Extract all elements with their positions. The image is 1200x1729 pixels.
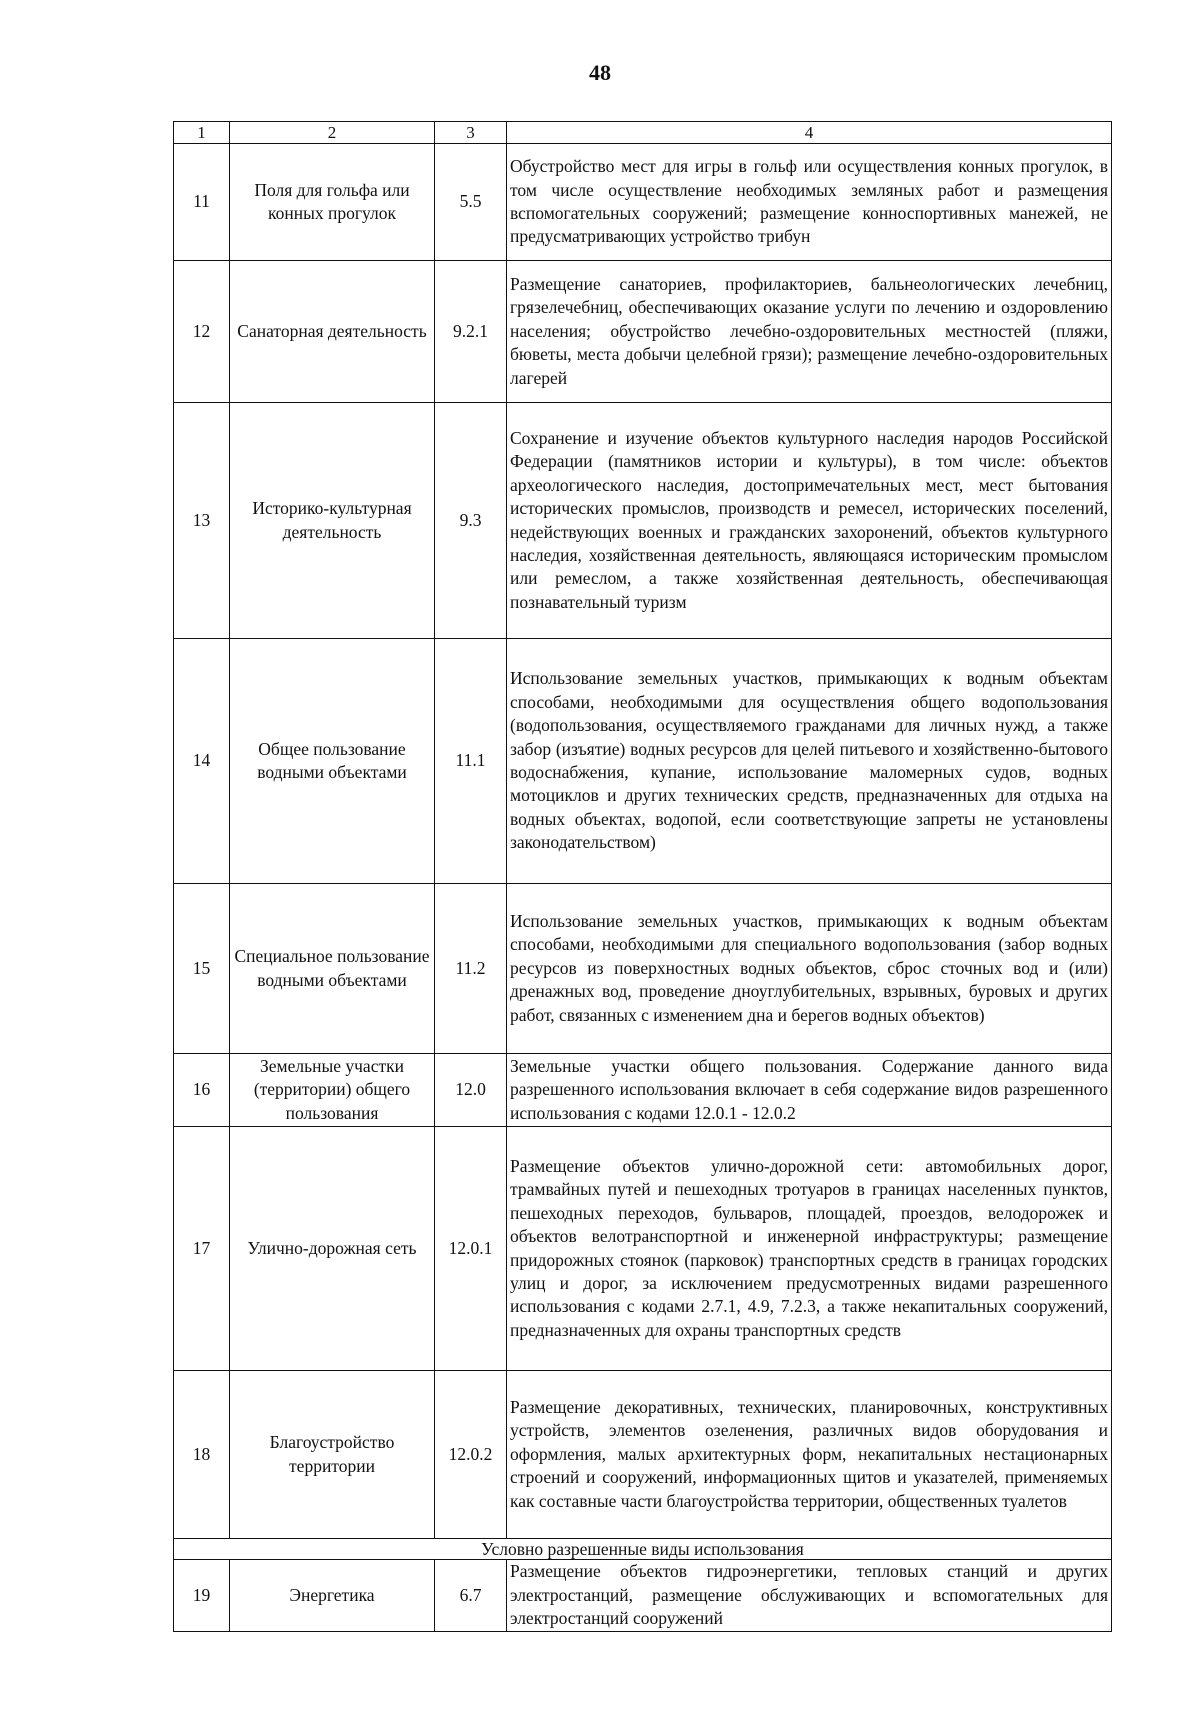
use-type-description: Размещение санаториев, профилакториев, бальнеологических лечебниц, грязелечебниц, обеспечивающих оказание услуги по лечению и оздоровлению населения; обустройство лечебно-оздоровительных местностей (пляжи, бюветы, места добычи целебной грязи); размещение лечебно-оздоровительных лагерей [507,261,1112,403]
row-number: 18 [174,1371,230,1539]
use-type-description: Использование земельных участков, примыкающих к водным объектам способами, необходимыми для осуществления общего водопользования (водопользования, осуществляемого гражданами для личных нужд, а также забор (изъятие) водных ресурсов для целей питьевого и хозяйственно-бытового водоснабжения, купание, использование маломерных судов, водных мотоциклов и других технических средств, предназначенных для отдыха на водных объектах, водопой, если соответствующие запреты не установлены законодательством) [507,639,1112,884]
table-row [174,1127,1112,1371]
row-number: 19 [174,1560,230,1632]
use-type-name: Историко-культурная деятельность [230,403,435,639]
column-header-name: 2 [230,122,435,144]
row-number: 11 [174,144,230,261]
use-type-code: 12.0 [435,1054,507,1127]
row-number: 13 [174,403,230,639]
use-type-description: Использование земельных участков, примыкающих к водным объектам способами, необходимыми для специального водопользования (забор водных ресурсов из поверхностных водных объектов, сброс сточных вод и (или) дренажных вод, проведение дноуглубительных, взрывных, буровых и других работ, связанных с изменением дна и берегов водных объектов) [507,884,1112,1054]
use-type-code: 9.3 [435,403,507,639]
row-number: 12 [174,261,230,403]
row-number: 16 [174,1054,230,1127]
use-type-description: Сохранение и изучение объектов культурного наследия народов Российской Федерации (памятников истории и культуры), в том числе: объектов археологического наследия, достопримечательных мест, мест бытования исторических промыслов, производств и ремесел, исторических поселений, недействующих военных и гражданских захоронений, объектов культурного наследия, хозяйственная деятельность, являющаяся историческим промыслом или ремеслом, а также хозяйственная деятельность, обеспечивающая познавательный туризм [507,403,1112,639]
use-type-name: Поля для гольфа или конных прогулок [230,144,435,261]
table-row [174,403,1112,639]
column-header-number: 1 [174,122,230,144]
use-type-name: Улично-дорожная сеть [230,1127,435,1371]
table-header-row [174,122,1112,144]
section-heading-row [174,1539,1112,1560]
section-title: Условно разрешенные виды использования [174,1539,1112,1560]
table-row [174,1054,1112,1127]
table-row [174,884,1112,1054]
use-type-code: 5.5 [435,144,507,261]
use-type-code: 11.2 [435,884,507,1054]
use-type-name: Земельные участки (территории) общего пользования [230,1054,435,1127]
table-row [174,144,1112,261]
table-row [174,639,1112,884]
page-number: 48 [589,60,611,85]
use-type-name: Санаторная деятельность [230,261,435,403]
table-row [174,1560,1112,1632]
use-type-description: Размещение объектов гидроэнергетики, тепловых станций и других электростанций, размещение обслуживающих и вспомогательных для электростанций сооружений [507,1560,1112,1632]
use-type-description: Земельные участки общего пользования. Содержание данного вида разрешенного использования включает в себя содержание видов разрешенного использования с кодами 12.0.1 - 12.0.2 [507,1054,1112,1127]
use-type-code: 9.2.1 [435,261,507,403]
use-type-code: 12.0.2 [435,1371,507,1539]
use-type-code: 11.1 [435,639,507,884]
row-number: 17 [174,1127,230,1371]
row-number: 14 [174,639,230,884]
use-type-name: Общее пользование водными объектами [230,639,435,884]
use-type-code: 6.7 [435,1560,507,1632]
land-use-table [173,121,1112,1632]
use-type-name: Благоустройство территории [230,1371,435,1539]
column-header-description: 4 [507,122,1112,144]
use-type-name: Специальное пользование водными объектами [230,884,435,1054]
use-type-description: Размещение декоративных, технических, планировочных, конструктивных устройств, элементов озеленения, различных видов оборудования и оформления, малых архитектурных форм, некапитальных нестационарных строений и сооружений, информационных щитов и указателей, применяемых как составные части благоустройства территории, общественных туалетов [507,1371,1112,1539]
use-type-description: Размещение объектов улично-дорожной сети: автомобильных дорог, трамвайных путей и пешеходных тротуаров в границах населенных пунктов, пешеходных переходов, бульваров, площадей, проездов, велодорожек и объектов велотранспортной и инженерной инфраструктуры; размещение придорожных стоянок (парковок) транспортных средств в границах городских улиц и дорог, за исключением предусмотренных видами разрешенного использования с кодами 2.7.1, 4.9, 7.2.3, а также некапитальных сооружений, предназначенных для охраны транспортных средств [507,1127,1112,1371]
table-row [174,1371,1112,1539]
row-number: 15 [174,884,230,1054]
use-type-code: 12.0.1 [435,1127,507,1371]
use-type-name: Энергетика [230,1560,435,1632]
use-type-description: Обустройство мест для игры в гольф или осуществления конных прогулок, в том числе осуществление необходимых земляных работ и размещения вспомогательных сооружений; размещение конноспортивных манежей, не предусматривающих устройство трибун [507,144,1112,261]
column-header-code: 3 [435,122,507,144]
table-row [174,261,1112,403]
